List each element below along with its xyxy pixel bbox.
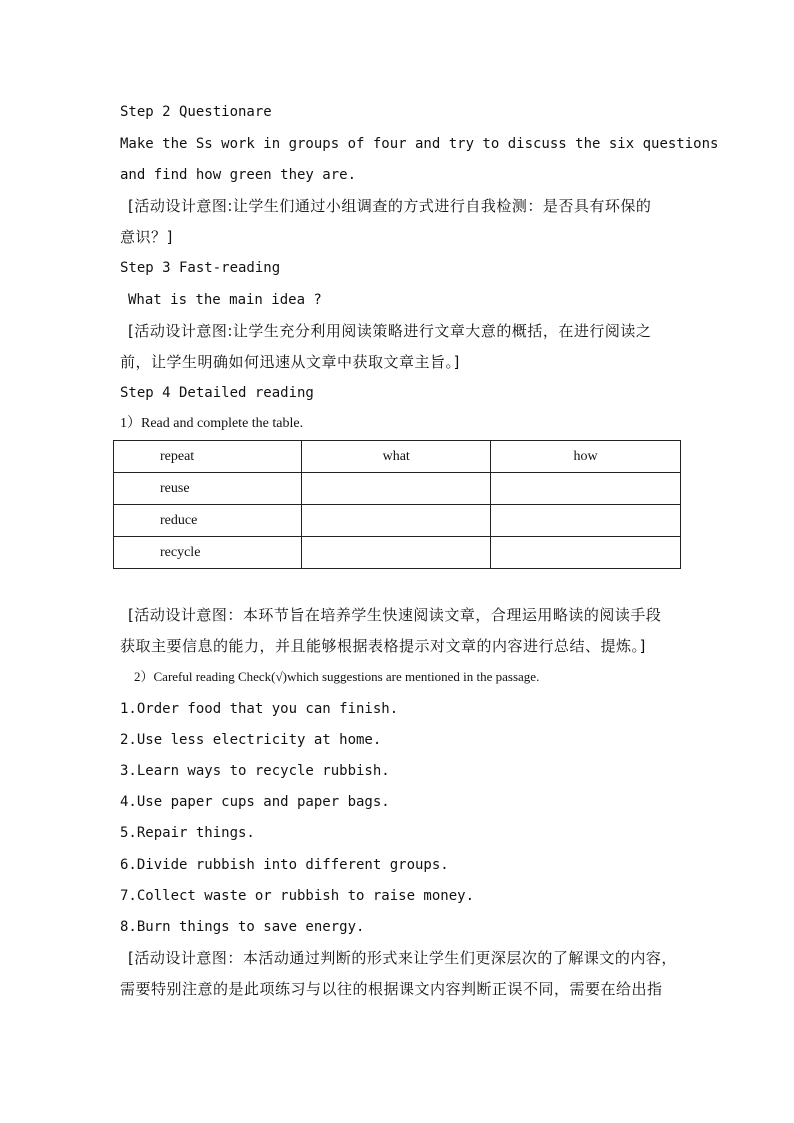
suggestion-item: 3.Learn ways to recycle rubbish.: [120, 763, 390, 779]
step4-intent2-line1: [活动设计意图：本环节旨在培养学生快速阅读文章，合理运用略读的阅读手段: [128, 606, 662, 624]
step2-intent-line2: 意识？]: [120, 228, 173, 246]
table-row: [114, 505, 681, 537]
table-header-row: [114, 441, 681, 473]
table-cell: reduce: [114, 505, 302, 537]
table-cell: recycle: [114, 537, 302, 569]
step4-title: Step 4 Detailed reading: [120, 385, 314, 401]
table-cell: [491, 473, 681, 505]
step4-intent3-line1: [活动设计意图：本活动通过判断的形式来让学生们更深层次的了解课文的内容，: [128, 949, 677, 967]
step4-task2: 2）Careful reading Check(√)which suggestions are mentioned in the passage.: [134, 669, 540, 684]
step2-body-line1: Make the Ss work in groups of four and try to discuss the six questions: [120, 136, 719, 152]
table-header-cell: how: [491, 441, 681, 473]
step4-intent2-line2: 获取主要信息的能力，并且能够根据表格提示对文章的内容进行总结、提炼。]: [120, 637, 646, 655]
table-row: [114, 537, 681, 569]
step4-intent3-line2: 需要特别注意的是此项练习与以往的根据课文内容判断正误不同，需要在给出指: [120, 980, 663, 998]
table-header-cell: repeat: [114, 441, 302, 473]
reading-table: [113, 440, 681, 569]
table-cell: [302, 505, 491, 537]
suggestion-item: 4.Use paper cups and paper bags.: [120, 794, 390, 810]
table-cell: [302, 473, 491, 505]
table-cell: [491, 505, 681, 537]
table-cell: [302, 537, 491, 569]
suggestion-item: 5.Repair things.: [120, 825, 255, 841]
suggestion-item: 2.Use less electricity at home.: [120, 732, 382, 748]
step4-task1: 1）Read and complete the table.: [120, 416, 304, 431]
step2-body-line2: and find how green they are.: [120, 167, 357, 183]
step2-intent-line1: [活动设计意图:让学生们通过小组调查的方式进行自我检测：是否具有环保的: [128, 197, 652, 215]
suggestion-item: 6.Divide rubbish into different groups.: [120, 857, 449, 873]
step3-intent-line2: 前，让学生明确如何迅速从文章中获取文章主旨。]: [120, 353, 460, 371]
step2-title: Step 2 Questionare: [120, 104, 272, 120]
suggestion-item: 7.Collect waste or rubbish to raise money.: [120, 888, 475, 904]
step3-question: What is the main idea ?: [128, 292, 322, 308]
table-row: [114, 473, 681, 505]
suggestion-item: 8.Burn things to save energy.: [120, 919, 365, 935]
table-cell: reuse: [114, 473, 302, 505]
step3-intent-line1: [活动设计意图:让学生充分利用阅读策略进行文章大意的概括，在进行阅读之: [128, 322, 652, 340]
table-cell: [491, 537, 681, 569]
table-header-cell: what: [302, 441, 491, 473]
suggestion-item: 1.Order food that you can finish.: [120, 701, 399, 717]
step3-title: Step 3 Fast-reading: [120, 260, 281, 276]
